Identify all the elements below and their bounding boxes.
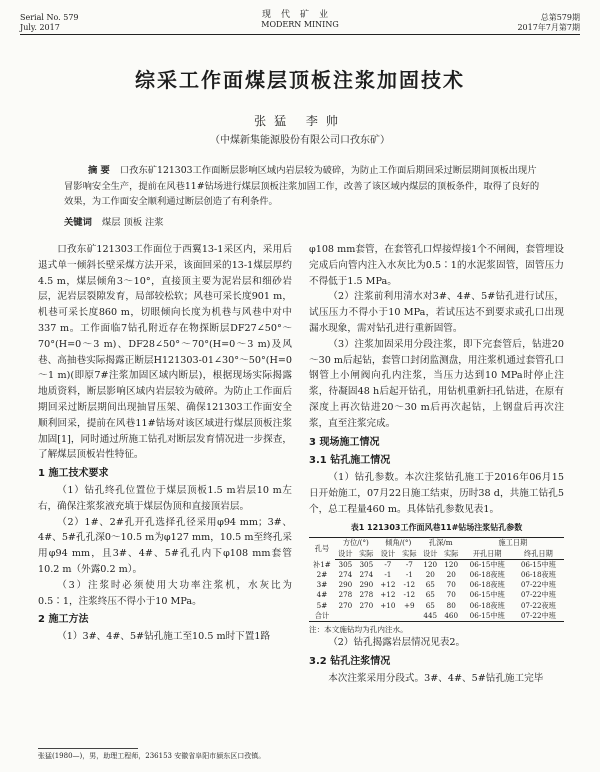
table-cell — [377, 611, 399, 622]
th-sub: 实际 — [399, 549, 420, 560]
th-depth: 孔深/m — [420, 538, 462, 549]
drill-param-table — [309, 537, 564, 622]
section-3-2-heading: 3.2 钻孔注浆情况 — [309, 655, 391, 667]
table-cell: 274 — [359, 569, 374, 579]
table-note: 注：本文施钻均为孔内注水。 — [309, 624, 408, 634]
keywords-text: 煤层 顶板 注浆 — [101, 217, 164, 228]
table-cell: -1 — [405, 569, 413, 579]
table-cell: 305 — [338, 559, 353, 569]
th-sub: 实际 — [356, 549, 377, 560]
table-cell: 07-22中班 — [520, 580, 556, 590]
issue-month: July. 2017 — [20, 23, 60, 32]
th-sub: 开孔日期 — [462, 549, 513, 560]
table-row — [309, 580, 564, 590]
journal-name-en: MODERN MINING — [261, 20, 339, 29]
serial-number: Serial No. 579 — [20, 13, 79, 22]
table-cell: +12 — [380, 580, 396, 590]
table-cell: 270 — [338, 600, 353, 610]
footnote-rule — [38, 748, 138, 749]
table-total-row — [309, 611, 564, 622]
table-cell: 70 — [446, 590, 456, 600]
table-cell: 20 — [425, 569, 435, 579]
table-cell: 06-15中班 — [469, 559, 505, 569]
table-cell — [399, 611, 420, 622]
table-cell: 06-15中班 — [462, 611, 513, 622]
section-3-heading: 3 现场施工情况 — [309, 436, 380, 448]
article-title: 综采工作面煤层顶板注浆加固技术 — [135, 68, 465, 92]
table-row — [309, 559, 564, 570]
authors: 张猛 李帅 — [254, 114, 346, 128]
table-cell: 06-15中班 — [469, 590, 505, 600]
right-column — [309, 242, 564, 686]
keywords-label: 关键词 — [64, 217, 92, 228]
th-sub: 设计 — [377, 549, 399, 560]
table-cell: 278 — [338, 590, 353, 600]
method-1: （1）3#、4#、5#钻孔施工至10.5 m时下置1路 — [57, 631, 271, 643]
th-sub: 实际 — [441, 549, 462, 560]
table-cell: 20 — [446, 569, 456, 579]
table-cell: 65 — [425, 600, 435, 610]
th-sub: 设计 — [335, 549, 356, 560]
abstract — [64, 163, 544, 210]
table-cell: 补1# — [313, 559, 331, 569]
table-cell: 06-15中班 — [520, 559, 556, 569]
method-3: （3）注浆加固采用分段注浆，即下完套管后，钻进20～30 m后起钻，套管口封闭监测盘，用注浆机通过套管孔口钢管上小闸阀向孔内注浆，当压力达到10 MPa时停止注浆，待凝固48 h后起开钻孔，用钻机重新扫孔钻进，在原有深度上再次钻进20～30 m后再次起钻，上钢盘后再次注浆，直至注浆完成。 — [309, 338, 564, 429]
keywords — [64, 214, 164, 228]
table-cell: +9 — [404, 600, 415, 610]
left-column — [38, 242, 292, 645]
header-center — [20, 10, 580, 30]
table-cell: -7 — [405, 559, 413, 569]
table-row — [309, 590, 564, 600]
table-cell: -12 — [403, 590, 416, 600]
table-cell: 274 — [338, 569, 353, 579]
drilling-params: （1）钻孔参数。本次注浆钻孔施工于2016年06月15日开始施工，07月22日施工结束，历时38 d，共施工钻孔5个，总工程量460 m。具体钻孔参数见表1。 — [309, 472, 564, 515]
table-cell: 4# — [316, 590, 328, 600]
method-2: （2）注浆前利用清水对3#、4#、5#钻孔进行试压，试压压力不得小于10 MPa，若试压达不到要求或孔口出现漏水现象，需对钻孔进行重新固管。 — [309, 291, 564, 334]
table-cell: 06-18夜班 — [469, 580, 505, 590]
table-cell: 06-18夜班 — [469, 600, 505, 610]
th-sub: 设计 — [420, 549, 441, 560]
table-cell: 290 — [359, 580, 374, 590]
table-cell: 2# — [316, 569, 328, 579]
section-3-1-heading: 3.1 钻孔施工情况 — [309, 455, 391, 467]
table-row — [309, 570, 564, 580]
table-cell: 290 — [338, 580, 353, 590]
th-dip: 倾角/(°) — [377, 538, 420, 549]
th-dates: 施工日期 — [462, 538, 564, 549]
table-cell: 06-18夜班 — [469, 569, 505, 579]
abstract-text: 口孜东矿121303工作面断层影响区域内岩层较为破碎，为防止工作面后期回采过断层期间顶板出现片冒影响安全生产，提前在风巷11#钻场进行煤层顶板注浆加固工作，改善了该区域内煤层的顶板条件，取得了良好的效果，为工作面安全顺利通过断层创造了有利条件。 — [64, 165, 540, 207]
table-header-row — [309, 538, 564, 549]
table-cell: 65 — [425, 580, 435, 590]
table-cell: 120 — [423, 559, 438, 569]
table-cell: +10 — [380, 600, 396, 610]
abstract-label: 摘 要 — [88, 165, 110, 176]
table-subheader-row — [309, 549, 564, 560]
table-cell — [356, 611, 377, 622]
method-1-cont: φ108 mm套管，在套管孔口焊接焊接1个不闸阀，套管埋设完成后向管内注入水灰比为0.5∶1的水泥浆固管，固管压力不得低于1.5 MPa。 — [309, 244, 564, 287]
issue-date: 2017年7月第7期 — [517, 23, 580, 32]
table-cell: 07-22夜班 — [520, 600, 556, 610]
requirement-1: （1）钻孔终孔位置位于煤层顶板1.5 m岩层10 m左右，确保注浆浆液充填于煤层伪顶和直接顶岩层。 — [38, 484, 292, 512]
requirement-3: （3）注浆时必须使用大功率注浆机，水灰比为0.5∶1，注浆终压不得小于10 MPa。 — [38, 579, 292, 607]
table-cell — [335, 611, 356, 622]
header-right — [517, 13, 580, 33]
table-cell: 305 — [359, 559, 374, 569]
section-1-heading: 1 施工技术要求 — [38, 468, 109, 480]
table-cell: 5# — [316, 600, 328, 610]
table-cell: -12 — [403, 580, 416, 590]
table-cell: -7 — [384, 559, 392, 569]
table-cell: 80 — [446, 600, 456, 610]
author-footnote: 张猛(1980—)，男，助理工程师，236153 安徽省阜阳市颍东区口孜镇。 — [38, 752, 266, 760]
table-cell: 270 — [359, 600, 374, 610]
th-azimuth: 方位/(°) — [335, 538, 377, 549]
table-cell: +12 — [380, 590, 396, 600]
intro-paragraph: 口孜东矿121303工作面位于西翼13-1采区内，采用后退式单一倾斜长壁采煤方法开采，该面回采的13-1煤层厚约4.5 m，煤层倾角3～10°，直接顶主要为泥岩层和细砂岩层，泥岩层裂隙发育，局部较松软；风巷可采长度901 m，机巷可采长度860 m，切眼倾向长度为机巷与风巷中对中337 m。工作面临7钻孔附近存在物探断层DF27∠50°～70°(H=0～3 m)、DF28∠50°～70°(H=0～3 m)及风巷、高抽巷实际揭露正断层H121303-01∠30°～50°(H=0～1 m)(即原7#注浆加固区域内断层)，根据现场实际揭露地质资料，断层影响区域内岩层较为破碎。为防止工作面后期回采过断层期间出现抽冒压架、确保121303工作面安全顺利回采，提前在风巷11#钻场对该区域进行煤层顶板注浆加固[1]，同时通过所施工钻孔对断层发育情况进一步探查，了解煤层顶板岩性特征。 — [38, 244, 292, 461]
table-cell: 07-22中班 — [513, 611, 564, 622]
table-cell: -1 — [384, 569, 392, 579]
table-cell: 3# — [316, 580, 328, 590]
table-cell: 120 — [444, 559, 459, 569]
th-hole-no: 孔号 — [309, 538, 335, 559]
affiliation: （中煤新集能源股份有限公司口孜东矿） — [210, 135, 390, 146]
grouting-paragraph: 本次注浆采用分段式。3#、4#、5#钻孔施工完毕 — [328, 672, 544, 684]
table-cell: 合计 — [309, 611, 335, 622]
header-rule — [20, 34, 580, 35]
table-cell: 07-22中班 — [520, 590, 556, 600]
section-2-heading: 2 施工方法 — [38, 614, 89, 626]
table-cell: 70 — [446, 580, 456, 590]
table-cell: 65 — [425, 590, 435, 600]
requirement-2: （2）1#、2#孔开孔选择孔径采用φ94 mm；3#、4#、5#孔孔深0～10.5 m为φ127 mm，10.5 m至终孔采用φ94 mm，且3#、4#、5#孔孔内下φ108 mm套管10.2 m（外露0.2 m）。 — [38, 516, 292, 575]
total-issue: 总第579期 — [540, 13, 580, 22]
table-cell: 06-18夜班 — [520, 569, 556, 579]
th-sub: 终孔日期 — [513, 549, 564, 560]
table-cell: 278 — [359, 590, 374, 600]
table-caption: 表1 121303工作面风巷11#钻场注浆钻孔参数 — [350, 522, 523, 532]
table-cell: 445 — [420, 611, 441, 622]
journal-header — [20, 10, 580, 42]
journal-name-cn: 现代矿业 — [261, 10, 338, 20]
strata-ref: （2）钻孔揭露岩层情况见表2。 — [328, 636, 466, 648]
table-cell: 460 — [441, 611, 462, 622]
table-row — [309, 601, 564, 611]
